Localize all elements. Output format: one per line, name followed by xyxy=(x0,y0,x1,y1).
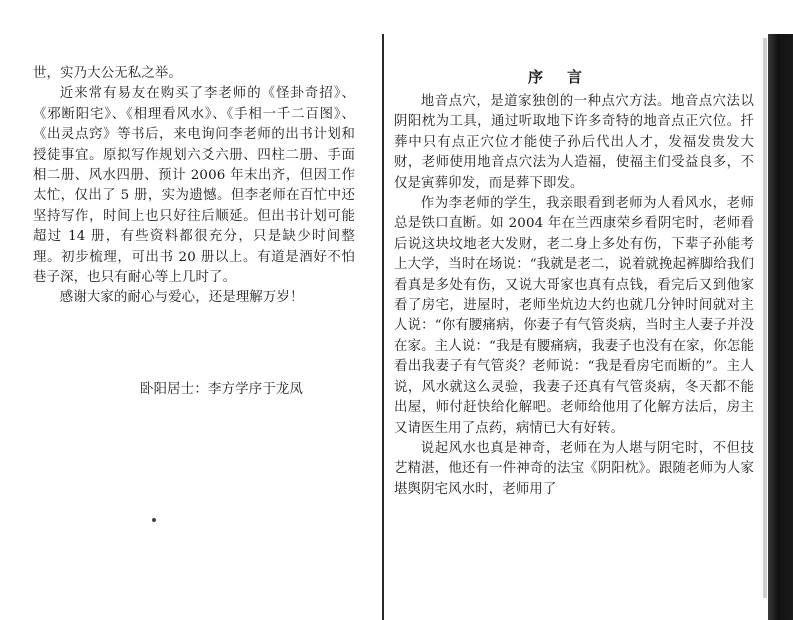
page-edge-shadow xyxy=(763,38,767,598)
right-paragraph-2: 作为李老师的学生，我亲眼看到老师为人看风水，老师总是铁口直断。如 2004 年在兰西康荣乡看阴宅时，老师看后说这块坟地老大发财，老二身上多处有伤，下辈子孙能考上大学，当时在场说：“我就是老二，说着就挽起裤脚给我们看真是多处有伤，又说大哥家也真有点钱，看完后又到他家看了房宅，进屋时，老师坐炕边大约也就几分钟时间就对主人说：“你有腰痛病，你妻子有气管炎病，当时主人妻子并没在家。主人说：“我是有腰痛病，我妻子也没有在家，你怎能看出我妻子有气管炎？老师说：“我是看房宅而断的”。主人说，风水就这么灵验，我妻子还真有气管炎病，冬天都不能出屋，师付赶快给化解吧。老师给他用了化解方法后，房主又请医生用了点药，病情已大有好转。 xyxy=(394,196,754,436)
right-page-body xyxy=(394,92,754,500)
left-page xyxy=(0,0,380,620)
right-paragraph-3: 说起风水也真是神奇，老师在为人堪与阴宅时，不但技艺精湛，他还有一件神奇的法宝《阴阳枕》。跟随老师为人家堪舆阴宅风水时，老师用了 xyxy=(394,440,754,497)
right-paragraph-1: 地音点穴，是道家独创的一种点穴方法。地音点穴法以阴阳枕为工具，通过听取地下许多奇特的地音点正穴位。扦葬中只有点正穴位才能使子孙后代出人才，发福发贵发大财，老师使用地音点穴法为人造福，使福主们受益良多，不仅是寅葬卯发，而是葬下即发。 xyxy=(394,94,754,191)
book-edge xyxy=(768,34,793,620)
left-paragraph-3: 感谢大家的耐心与爱心，还是理解万岁！ xyxy=(59,290,304,306)
left-page-body xyxy=(33,64,355,309)
scan-speck xyxy=(152,518,156,522)
right-page xyxy=(384,0,793,620)
preface-heading: 序言 xyxy=(528,68,607,86)
left-paragraph-1: 世，实乃大公无私之举。 xyxy=(33,66,182,81)
author-signature: 卧阳居士：李方学序于龙凤 xyxy=(140,382,304,397)
left-paragraph-2: 近来常有易友在购买了李老师的《怪卦奇招》、《邪断阳宅》、《相理看风水》、《手相一千二百图》、《出灵点窍》等书后，来电询问李老师的出书计划和授徒事宜。原拟写作规划六爻六册、四柱二册、手面相二册、风水四册、预计 2006 年末出齐，但因工作太忙，仅出了 5 册，实为遗憾。但李老师在百忙中还坚持写作，时间上也只好往后顺延。但出书计划可能超过 14 册，有些资料都很充分，只是缺少时间整理。初步梳理，可出书 20 册以上。有道是酒好不怕巷子深，也只有耐心等上几时了。 xyxy=(33,86,355,286)
